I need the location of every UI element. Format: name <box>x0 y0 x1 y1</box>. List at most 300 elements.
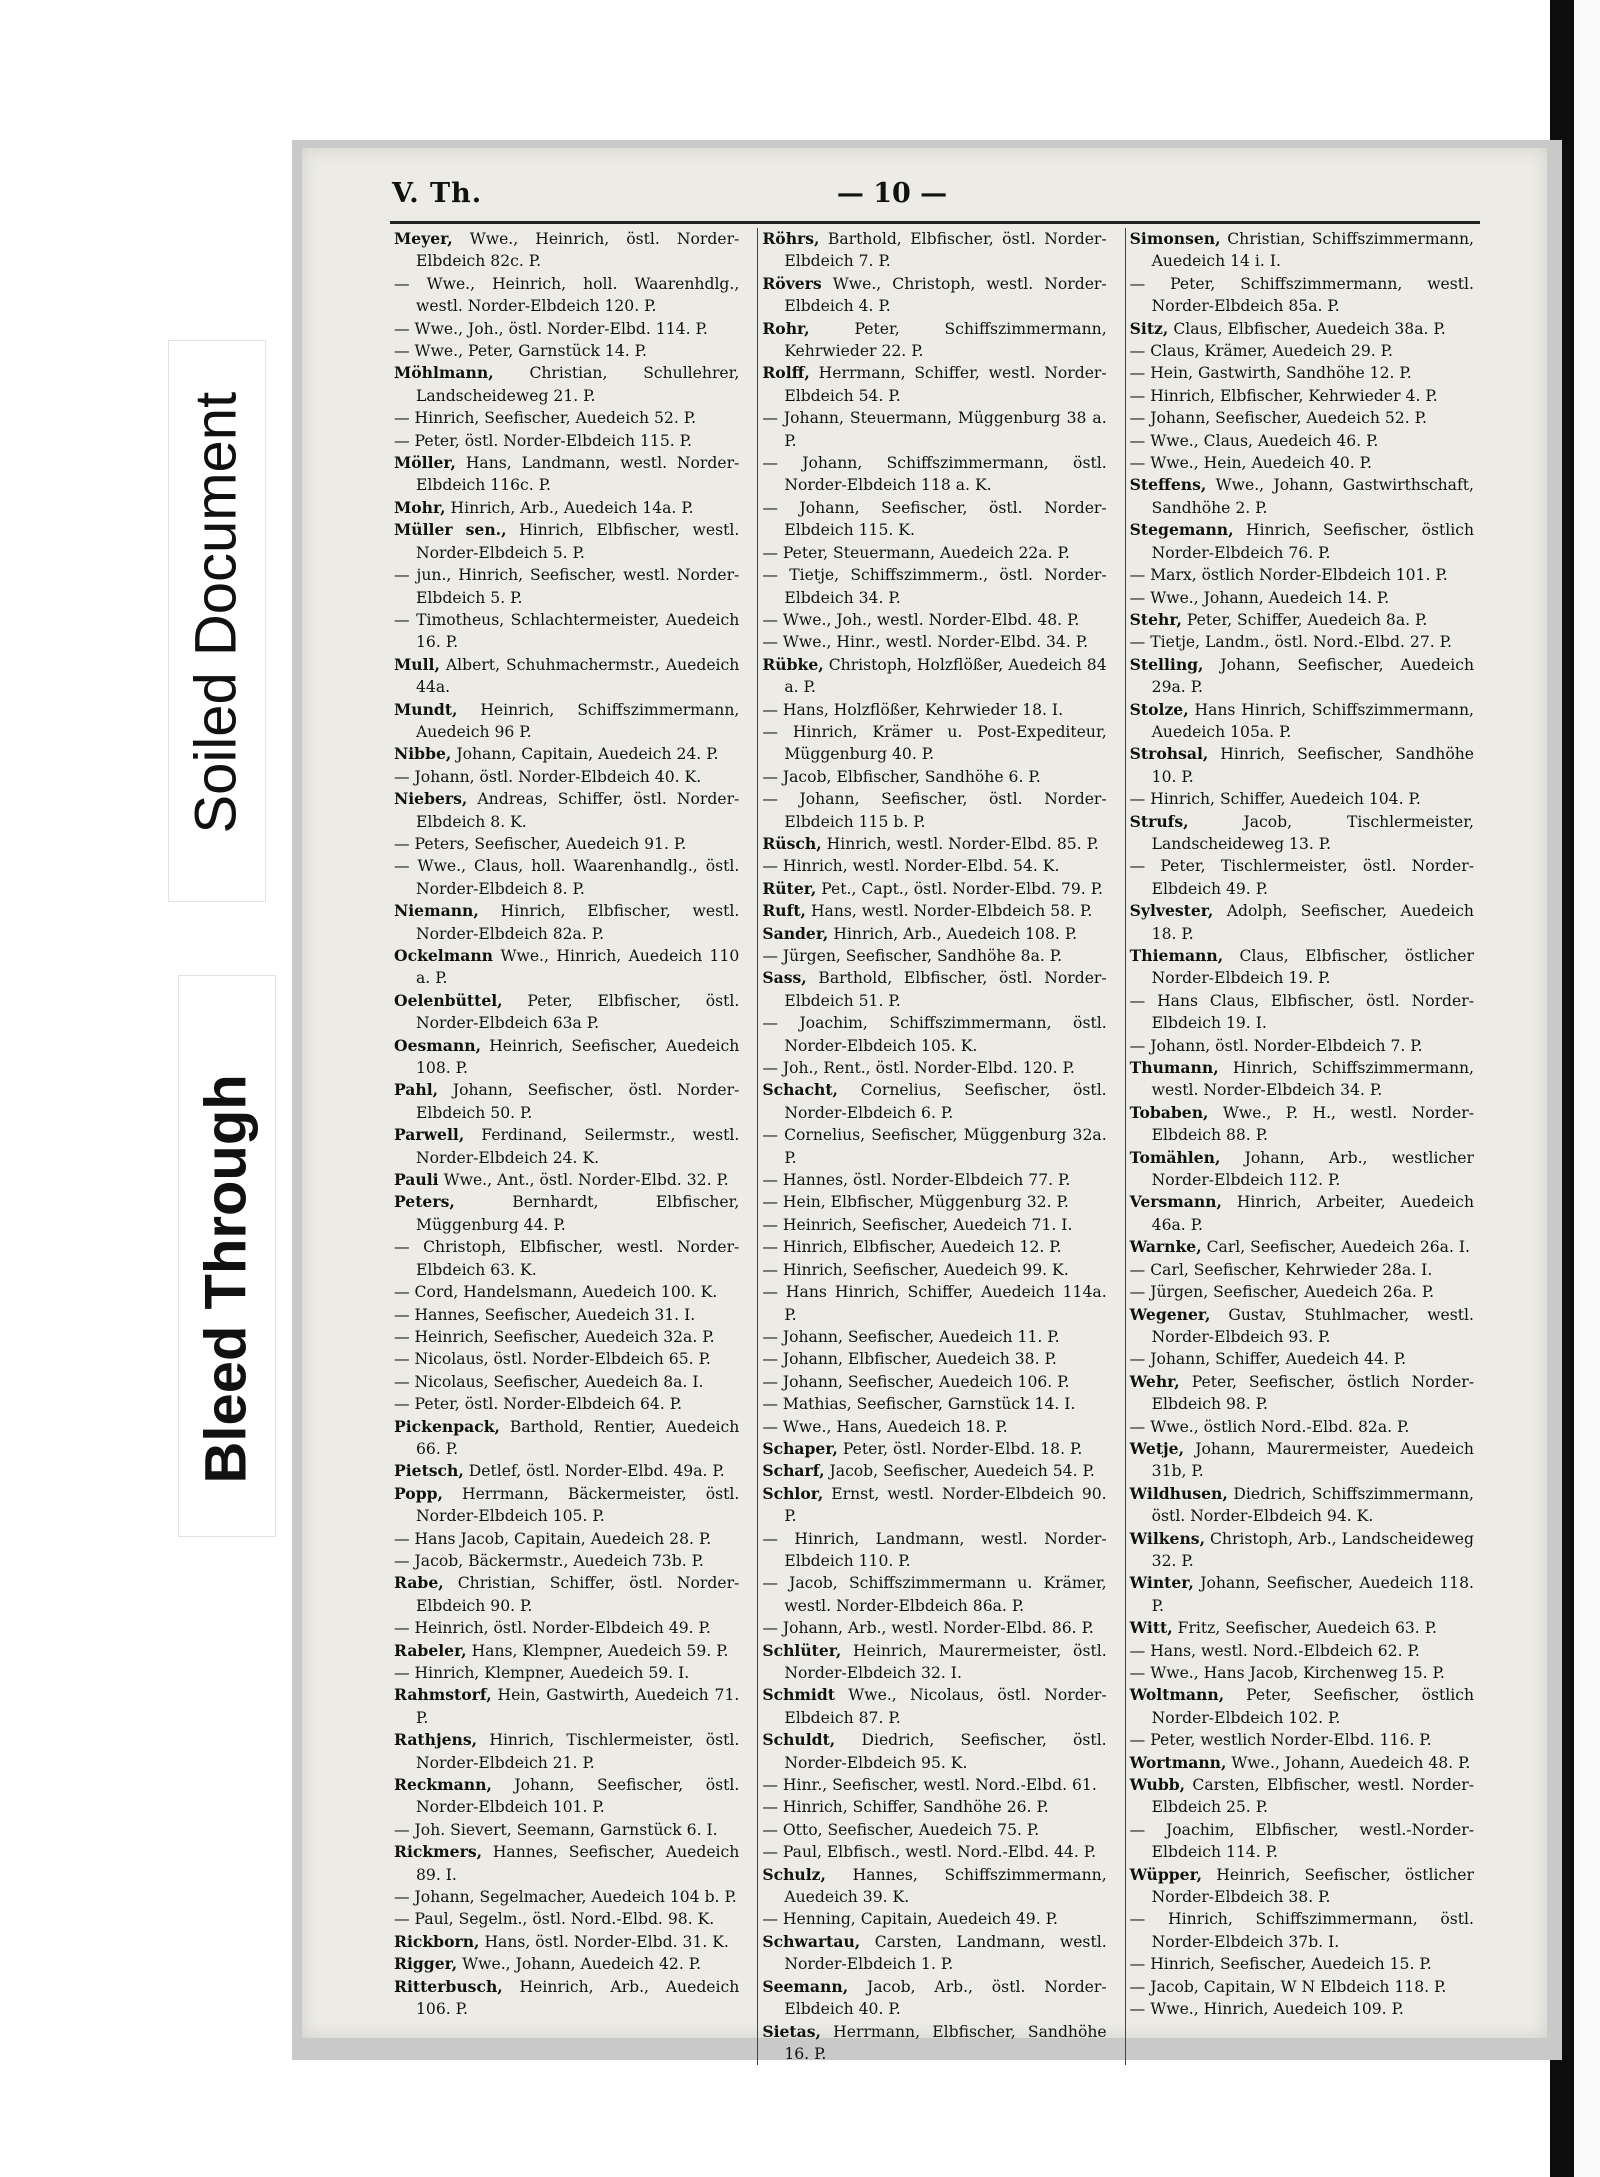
entry-details: Hans, westl. Norder-Elbdeich 58. P. <box>810 902 1093 921</box>
directory-entry <box>1130 1684 1474 1729</box>
entry-details: — Jürgen, Seefischer, Sandhöhe 8a. P. <box>762 947 1063 965</box>
directory-entry <box>394 430 739 452</box>
directory-entry <box>1130 1864 1474 1909</box>
entry-details: Johann, Seefischer, Auedeich 118. P. <box>1151 1574 1474 1615</box>
entry-details: Hinrich, Elbfischer, westl. Norder-Elbdeich 5. P. <box>416 521 740 562</box>
directory-entry <box>394 743 739 765</box>
entry-details: — Wwe., Hein, Auedeich 40. P. <box>1129 454 1372 473</box>
entry-details: Wwe., Johann, Auedeich 48. P. <box>1231 1753 1471 1772</box>
entry-details: Johann, Maurermeister, Auedeich 31b, P. <box>1151 1439 1474 1481</box>
entry-surname: Wehr, <box>1129 1371 1180 1391</box>
directory-entry <box>394 1640 739 1662</box>
entry-details: — Johann, Schiffer, Auedeich 44. P. <box>1129 1350 1407 1369</box>
entry-surname: Thumann, <box>1129 1058 1219 1078</box>
directory-entry <box>1130 1035 1474 1057</box>
entry-details: Hinrich, Tischlermeister, östl. Norder-Elbdeich 21. P. <box>416 1731 740 1772</box>
entry-details: Hans, Landmann, westl. Norder-Elbdeich 116c. P. <box>416 454 740 495</box>
entry-details: Gustav, Stuhlmacher, westl. Norder-Elbdeich 93. P. <box>1151 1305 1474 1346</box>
directory-entry <box>762 833 1106 855</box>
entry-details: — Wwe., Hans Jacob, Kirchenweg 15. P. <box>1129 1664 1445 1682</box>
entry-surname: Oesmann, <box>394 1035 481 1055</box>
directory-entry <box>1130 519 1474 564</box>
directory-entry <box>762 1729 1106 1774</box>
entry-details: Jacob, Arb., östl. Norder-Elbdeich 40. P. <box>784 1977 1107 2019</box>
directory-entry <box>394 1528 739 1550</box>
entry-details: — Peter, Steuermann, Auedeich 22a. P. <box>762 543 1070 562</box>
entry-details: — Hans, Holzflößer, Kehrwieder 18. I. <box>762 700 1064 719</box>
directory-entry <box>1130 699 1474 744</box>
entry-details: — jun., Hinrich, Seefischer, westl. Norder-Elbdeich 5. P. <box>394 566 740 607</box>
entry-surname: Schlor, <box>762 1483 824 1503</box>
entry-details: Claus, Elbfischer, östlicher Norder-Elbdeich 19. P. <box>1151 947 1474 988</box>
entry-surname: Tomählen, <box>1129 1147 1221 1167</box>
directory-entry <box>394 228 739 273</box>
entry-details: Pet., Capt., östl. Norder-Elbd. 79. P. <box>821 879 1104 898</box>
entry-details: — Wwe., Joh., westl. Norder-Elbd. 48. P. <box>762 610 1080 629</box>
directory-entry <box>762 407 1106 452</box>
entry-details: Hinrich, Arb., Auedeich 108. P. <box>833 924 1078 943</box>
entry-details: Christian, Schiffer, östl. Norder-Elbdeich 90. P. <box>416 1574 740 1615</box>
entry-details: Andreas, Schiffer, östl. Norder-Elbdeich 8. K. <box>416 790 740 831</box>
entry-details: Wwe., Hinrich, Auedeich 110 a. P. <box>416 947 740 988</box>
directory-entry <box>762 228 1106 273</box>
entry-details: Carsten, Landmann, westl. Norder-Elbdeich 1. P. <box>784 1932 1107 1974</box>
entry-surname: Schaper, <box>762 1438 838 1458</box>
entry-details: Hinrich, Arb., Auedeich 14a. P. <box>450 498 694 517</box>
directory-entry <box>394 1572 739 1617</box>
entry-details: — Heinrich, Seefischer, Auedeich 71. I. <box>762 1215 1073 1234</box>
entry-details: Heinrich, Schiffszimmermann, Auedeich 96 P. <box>416 700 740 741</box>
directory-entry <box>394 1281 739 1303</box>
directory-entry <box>762 1617 1106 1639</box>
directory-entry <box>762 1124 1106 1169</box>
entry-surname: Witt, <box>1129 1618 1173 1638</box>
directory-entry <box>762 1841 1106 1863</box>
entry-details: Ernst, westl. Norder-Elbdeich 90. P. <box>784 1484 1107 1526</box>
directory-entry <box>1130 900 1474 945</box>
entry-details: Wwe., Ant., östl. Norder-Elbd. 32. P. <box>443 1171 729 1190</box>
directory-entry <box>394 497 739 519</box>
entry-surname: Sass, <box>762 968 807 988</box>
directory-entry <box>1130 1191 1474 1236</box>
directory-entry <box>394 1908 739 1930</box>
entry-surname: Rickborn, <box>394 1931 480 1951</box>
directory-entry <box>1130 1348 1474 1370</box>
directory-entry <box>394 1684 739 1729</box>
directory-entry <box>762 1236 1106 1258</box>
entry-details: — Hannes, östl. Norder-Elbdeich 77. P. <box>762 1171 1071 1190</box>
entry-details: — Wwe., Johann, Auedeich 14. P. <box>1129 588 1390 607</box>
directory-entry <box>762 609 1106 631</box>
directory-entry <box>394 788 739 833</box>
entry-details: Heinrich, Seefischer, östlicher Norder-Elbdeich 38. P. <box>1151 1865 1474 1907</box>
directory-entry <box>1130 340 1474 362</box>
entry-surname: Rigger, <box>394 1954 458 1974</box>
entry-details: — Johann, östl. Norder-Elbdeich 40. K. <box>394 767 702 786</box>
entry-details: Hannes, Schiffszimmermann, Auedeich 39. K. <box>784 1865 1107 1907</box>
scan-edge-strip <box>1574 0 1600 2177</box>
entry-details: — Peter, Schiffszimmermann, westl. Norder-Elbdeich 85a. P. <box>1129 274 1474 316</box>
directory-entry <box>1130 1662 1474 1684</box>
entry-details: Hinrich, Elbfischer, westl. Norder-Elbdeich 82a. P. <box>416 902 740 943</box>
directory-columns <box>390 228 1480 2063</box>
entry-details: — Hinrich, Schiffer, Sandhöhe 26. P. <box>762 1798 1049 1817</box>
entry-surname: Wildhusen, <box>1129 1483 1228 1503</box>
directory-entry <box>1130 1617 1474 1639</box>
entry-details: Peter, Schiffer, Auedeich 8a. P. <box>1186 610 1428 629</box>
directory-entry <box>762 1416 1106 1438</box>
directory-entry <box>762 1684 1106 1729</box>
entry-details: Hans, östl. Norder-Elbd. 31. K. <box>484 1932 729 1951</box>
directory-entry <box>1130 385 1474 407</box>
entry-details: — Johann, Elbfischer, Auedeich 38. P. <box>762 1350 1057 1369</box>
entry-details: — Wwe., Hinr., westl. Norder-Elbd. 34. P. <box>762 633 1089 652</box>
entry-surname: Mundt, <box>394 699 458 719</box>
directory-entry <box>1130 945 1474 990</box>
entry-details: Cornelius, Seefischer, östl. Norder-Elbdeich 6. P. <box>784 1081 1107 1122</box>
directory-entry <box>394 1662 739 1684</box>
entry-details: — Heinrich, Seefischer, Auedeich 32a. P. <box>394 1327 715 1346</box>
directory-entry <box>762 631 1106 653</box>
entry-surname: Rabe, <box>394 1573 444 1593</box>
directory-entry <box>1130 1953 1474 1975</box>
directory-entry <box>762 1931 1106 1976</box>
entry-surname: Nibbe, <box>394 744 452 764</box>
entry-details: — Peters, Seefischer, Auedeich 91. P. <box>394 834 687 853</box>
directory-entry <box>762 1326 1106 1348</box>
entry-details: — Hein, Elbfischer, Müggenburg 32. P. <box>762 1193 1069 1212</box>
directory-entry <box>762 1572 1106 1617</box>
entry-details: — Cord, Handelsmann, Auedeich 100. K. <box>394 1283 718 1302</box>
directory-entry <box>394 1035 739 1080</box>
entry-surname: Sylvester, <box>1129 901 1214 921</box>
entry-details: — Johann, Arb., westl. Norder-Elbd. 86. P. <box>762 1619 1094 1638</box>
entry-surname: Popp, <box>394 1483 443 1503</box>
directory-entry <box>394 1460 739 1482</box>
directory-entry <box>394 362 739 407</box>
directory-entry <box>394 900 739 945</box>
entry-details: Diedrich, Schiffszimmermann, östl. Norder-Elbdeich 94. K. <box>1151 1484 1474 1526</box>
entry-surname: Möhlmann, <box>394 363 494 383</box>
entry-surname: Schulz, <box>762 1864 826 1884</box>
directory-entry <box>1130 609 1474 631</box>
entry-details: — Hinrich, Schiffszimmermann, östl. Norder-Elbdeich 37b. I. <box>1129 1910 1474 1951</box>
directory-entry <box>762 1371 1106 1393</box>
directory-entry <box>394 1976 739 2021</box>
entry-details: Ferdinand, Seilermstr., westl. Norder-Elbdeich 24. K. <box>416 1126 740 1167</box>
entry-surname: Stegemann, <box>1129 520 1234 540</box>
directory-entry <box>1130 228 1474 273</box>
entry-details: Christoph, Arb., Landscheideweg 32. P. <box>1151 1529 1475 1570</box>
entry-details: Jacob, Tischlermeister, Landscheideweg 13. P. <box>1151 812 1474 853</box>
directory-entry <box>1130 1819 1474 1864</box>
entry-surname: Schwartau, <box>762 1931 861 1951</box>
directory-entry <box>1130 273 1474 318</box>
entry-surname: Strufs, <box>1129 811 1189 831</box>
directory-entry <box>1130 1729 1474 1751</box>
directory-entry <box>394 1416 739 1461</box>
directory-entry <box>762 1864 1106 1909</box>
entry-surname: Reckmann, <box>394 1775 492 1795</box>
entry-surname: Sander, <box>762 923 829 943</box>
entry-surname: Wetje, <box>1129 1438 1185 1458</box>
directory-entry <box>762 1774 1106 1796</box>
entry-details: Wwe., Nicolaus, östl. Norder-Elbdeich 87. P. <box>784 1686 1107 1727</box>
entry-details: Johann, Seefischer, östl. Norder-Elbdeich 50. P. <box>416 1081 740 1122</box>
directory-entry <box>762 1079 1106 1124</box>
directory-entry <box>1130 1147 1474 1192</box>
entry-details: Fritz, Seefischer, Auedeich 63. P. <box>1177 1619 1437 1638</box>
directory-entry <box>394 1617 739 1639</box>
directory-entry <box>762 855 1106 877</box>
entry-details: — Joachim, Elbfischer, westl.-Norder-Elbdeich 114. P. <box>1129 1820 1474 1862</box>
entry-surname: Seemann, <box>762 1976 849 1996</box>
entry-details: — Johann, Schiffszimmermann, östl. Norder-Elbdeich 118 a. K. <box>762 454 1107 495</box>
entry-details: — Wwe., Heinrich, holl. Waarenhdlg., westl. Norder-Elbdeich 120. P. <box>394 274 740 316</box>
entry-surname: Versmann, <box>1129 1192 1222 1212</box>
entry-surname: Rahmstorf, <box>394 1685 492 1705</box>
entry-surname: Warnke, <box>1129 1237 1202 1257</box>
entry-details: Hannes, Seefischer, Auedeich 89. I. <box>416 1843 740 1884</box>
entry-details: — Timotheus, Schlachtermeister, Auedeich 16. P. <box>394 610 740 652</box>
directory-entry <box>394 1348 739 1370</box>
entry-details: — Christoph, Elbfischer, westl. Norder-Elbdeich 63. K. <box>394 1238 740 1279</box>
entry-details: Wwe., Johann, Auedeich 42. P. <box>462 1955 702 1974</box>
entry-details: Hans Hinrich, Schiffszimmermann, Auedeich 105a. P. <box>1151 700 1474 741</box>
entry-details: — Wwe., Claus, Auedeich 46. P. <box>1129 431 1379 450</box>
entry-details: Herrmann, Elbfischer, Sandhöhe 16. P. <box>784 2022 1107 2063</box>
entry-surname: Rabeler, <box>394 1640 467 1660</box>
directory-entry <box>394 407 739 429</box>
entry-details: — Hinrich, Seefischer, Auedeich 52. P. <box>394 409 697 428</box>
entry-surname: Scharf, <box>762 1461 825 1481</box>
directory-entry <box>762 452 1106 497</box>
entry-surname: Pauli <box>394 1170 439 1190</box>
entry-details: — Hinrich, Elbfischer, Kehrwieder 4. P. <box>1129 386 1438 405</box>
entry-details: Johann, Seefischer, östl. Norder-Elbdeich 101. P. <box>416 1776 740 1817</box>
column-3 <box>1125 228 1480 2065</box>
entry-details: — Wwe., Peter, Garnstück 14. P. <box>394 342 647 361</box>
entry-surname: Niemann, <box>394 901 479 921</box>
entry-details: — Wwe., Joh., östl. Norder-Elbd. 114. P. <box>394 319 708 338</box>
directory-entry <box>394 699 739 744</box>
directory-entry <box>1130 1908 1474 1953</box>
directory-entry <box>1130 1572 1474 1617</box>
entry-surname: Pietsch, <box>394 1461 464 1481</box>
directory-entry <box>394 1326 739 1348</box>
entry-surname: Schlüter, <box>762 1640 842 1660</box>
directory-entry <box>394 1124 739 1169</box>
directory-entry <box>762 542 1106 564</box>
entry-surname: Rübke, <box>762 654 824 674</box>
entry-surname: Rickmers, <box>394 1842 483 1862</box>
entry-details: Hein, Gastwirth, Auedeich 71. P. <box>416 1686 740 1727</box>
entry-details: Barthold, Elbfischer, östl. Norder-Elbdeich 7. P. <box>784 230 1107 271</box>
directory-entry <box>394 654 739 699</box>
entry-details: — Johann, Steuermann, Müggenburg 38 a. P. <box>762 409 1107 450</box>
directory-entry <box>394 452 739 497</box>
entry-details: — Peter, östl. Norder-Elbdeich 64. P. <box>394 1395 683 1414</box>
entry-details: — Hinrich, Seefischer, Auedeich 99. K. <box>762 1260 1069 1279</box>
entry-surname: Mohr, <box>394 497 446 517</box>
entry-details: — Jürgen, Seefischer, Auedeich 26a. P. <box>1129 1283 1435 1302</box>
directory-entry <box>394 990 739 1035</box>
entry-details: — Hans, westl. Nord.-Elbdeich 62. P. <box>1129 1641 1420 1660</box>
entry-details: Diedrich, Seefischer, östl. Norder-Elbdeich 95. K. <box>784 1731 1107 1772</box>
entry-details: — Marx, östlich Norder-Elbdeich 101. P. <box>1129 566 1448 585</box>
directory-entry <box>394 1393 739 1415</box>
directory-entry <box>394 519 739 564</box>
directory-entry <box>1130 855 1474 900</box>
directory-entry <box>1130 1438 1474 1483</box>
entry-surname: Strohsal, <box>1129 744 1209 764</box>
entry-details: — Hein, Gastwirth, Sandhöhe 12. P. <box>1129 364 1412 383</box>
directory-entry <box>394 1483 739 1528</box>
entry-details: — Johann, östl. Norder-Elbdeich 7. P. <box>1129 1036 1423 1055</box>
directory-entry <box>1130 1416 1474 1438</box>
directory-entry <box>1130 407 1474 429</box>
directory-entry <box>1130 587 1474 609</box>
entry-details: — Henning, Capitain, Auedeich 49. P. <box>762 1910 1058 1929</box>
directory-entry <box>394 1931 739 1953</box>
entry-surname: Simonsen, <box>1129 229 1221 248</box>
directory-entry <box>762 1460 1106 1482</box>
entry-details: Peter, Seefischer, östlich Norder-Elbdeich 102. P. <box>1151 1686 1474 1727</box>
directory-entry <box>762 1393 1106 1415</box>
directory-entry <box>394 1169 739 1191</box>
directory-entry <box>762 945 1106 967</box>
entry-details: — Claus, Krämer, Auedeich 29. P. <box>1129 342 1393 361</box>
directory-entry <box>1130 788 1474 810</box>
directory-entry <box>1130 1304 1474 1349</box>
entry-details: — Johann, Seefischer, Auedeich 11. P. <box>762 1327 1060 1346</box>
directory-entry <box>762 788 1106 833</box>
directory-entry <box>1130 1752 1474 1774</box>
directory-entry <box>762 900 1106 922</box>
entry-details: Hinrich, westl. Norder-Elbd. 85. P. <box>826 834 1099 853</box>
entry-details: — Joachim, Schiffszimmermann, östl. Norder-Elbdeich 105. K. <box>762 1014 1107 1055</box>
entry-details: Jacob, Seefischer, Auedeich 54. P. <box>829 1462 1095 1481</box>
entry-details: — Joh. Sievert, Seemann, Garnstück 6. I. <box>394 1820 718 1839</box>
directory-entry <box>394 1236 739 1281</box>
directory-entry <box>1130 1236 1474 1258</box>
entry-details: Christoph, Holzflößer, Auedeich 84 a. P. <box>784 655 1107 697</box>
entry-details: Herrmann, Bäckermeister, östl. Norder-Elbdeich 105. P. <box>416 1484 740 1526</box>
entry-details: — Carl, Seefischer, Kehrwieder 28a. I. <box>1129 1260 1433 1279</box>
entry-details: Hinrich, Arbeiter, Auedeich 46a. P. <box>1151 1193 1474 1234</box>
entry-details: — Jacob, Elbfischer, Sandhöhe 6. P. <box>762 767 1041 786</box>
entry-surname: Schmidt <box>762 1685 835 1705</box>
directory-entry <box>762 1438 1106 1460</box>
directory-entry <box>762 1259 1106 1281</box>
entry-surname: Wüpper, <box>1129 1864 1203 1884</box>
entry-details: — Wwe., Hinrich, Auedeich 109. P. <box>1129 2000 1404 2019</box>
entry-surname: Ruft, <box>762 901 806 921</box>
directory-entry <box>394 1819 739 1841</box>
directory-entry <box>394 766 739 788</box>
entry-surname: Rövers <box>762 273 822 293</box>
entry-surname: Möller, <box>394 453 456 473</box>
entry-details: — Hinrich, Landmann, westl. Norder-Elbdeich 110. P. <box>762 1529 1107 1570</box>
directory-entry <box>394 1079 739 1124</box>
directory-entry <box>394 609 739 654</box>
entry-details: Wwe., Johann, Gastwirthschaft, Sandhöhe 2. P. <box>1151 476 1474 517</box>
directory-entry <box>762 1057 1106 1079</box>
entry-surname: Rathjens, <box>394 1730 478 1750</box>
directory-entry <box>1130 1483 1474 1528</box>
entry-details: — Nicolaus, Seefischer, Auedeich 8a. I. <box>394 1372 704 1391</box>
entry-details: — Paul, Segelm., östl. Nord.-Elbd. 98. K. <box>394 1910 715 1929</box>
entry-details: — Otto, Seefischer, Auedeich 75. P. <box>762 1820 1040 1839</box>
entry-details: Bernhardt, Elbfischer, Müggenburg 44. P. <box>416 1193 740 1234</box>
entry-surname: Schacht, <box>762 1080 838 1100</box>
directory-entry <box>1130 743 1474 788</box>
directory-entry <box>1130 1259 1474 1281</box>
directory-entry <box>394 1191 739 1236</box>
entry-details: — Cornelius, Seefischer, Müggenburg 32a. P. <box>762 1126 1107 1167</box>
entry-details: — Peter, westlich Norder-Elbd. 116. P. <box>1129 1731 1432 1750</box>
directory-entry <box>1130 1371 1474 1416</box>
entry-surname: Tobaben, <box>1129 1102 1209 1122</box>
entry-surname: Sitz, <box>1129 318 1169 338</box>
directory-entry <box>1130 654 1474 699</box>
entry-details: Johann, Seefischer, Auedeich 29a. P. <box>1151 655 1474 697</box>
entry-details: Hinrich, Seefischer, östlich Norder-Elbdeich 76. P. <box>1151 521 1474 562</box>
entry-details: — Johann, Segelmacher, Auedeich 104 b. P. <box>394 1888 737 1907</box>
entry-surname: Rohr, <box>762 318 810 338</box>
directory-entry <box>762 1348 1106 1370</box>
entry-surname: Röhrs, <box>762 229 820 248</box>
directory-entry <box>394 945 739 990</box>
entry-details: — Hannes, Seefischer, Auedeich 31. I. <box>394 1305 696 1324</box>
directory-entry <box>762 878 1106 900</box>
entry-surname: Mull, <box>394 654 440 674</box>
page-number: — 10 — <box>836 178 948 209</box>
entry-details: Herrmann, Schiffer, westl. Norder-Elbdeich 54. P. <box>784 364 1107 405</box>
column-1 <box>390 228 745 2065</box>
entry-details: Carl, Seefischer, Auedeich 26a. I. <box>1206 1238 1471 1257</box>
directory-entry <box>1130 564 1474 586</box>
entry-surname: Rüsch, <box>762 833 822 853</box>
entry-details: — Wwe., Hans, Auedeich 18. P. <box>762 1417 1008 1436</box>
directory-entry <box>394 1841 739 1886</box>
directory-entry <box>762 273 1106 318</box>
entry-details: — Paul, Elbfisch., westl. Nord.-Elbd. 44. P. <box>762 1843 1097 1862</box>
entry-surname: Müller sen., <box>394 520 507 540</box>
directory-entry <box>394 318 739 340</box>
directory-entry <box>1130 430 1474 452</box>
page-header <box>302 148 1547 208</box>
entry-surname: Stelling, <box>1129 654 1204 674</box>
entry-details: Wwe., P. H., westl. Norder-Elbdeich 88. P. <box>1151 1103 1474 1145</box>
entry-details: — Hinrich, Schiffer, Auedeich 104. P. <box>1129 790 1421 809</box>
entry-details: Peter, Seefischer, östlich Norder-Elbdeich 98. P. <box>1151 1372 1474 1414</box>
directory-entry <box>762 318 1106 363</box>
directory-entry <box>762 1976 1106 2021</box>
directory-entry <box>762 362 1106 407</box>
entry-details: — Hinrich, Elbfischer, Auedeich 12. P. <box>762 1238 1062 1257</box>
entry-surname: Meyer, <box>394 229 453 248</box>
entry-details: Barthold, Rentier, Auedeich 66. P. <box>416 1417 740 1458</box>
entry-details: — Hinr., Seefischer, westl. Nord.-Elbd. 61. <box>762 1776 1097 1795</box>
entry-details: Albert, Schuhmachermstr., Auedeich 44a. <box>416 655 740 697</box>
directory-entry <box>1130 1528 1474 1573</box>
entry-details: — Nicolaus, östl. Norder-Elbdeich 65. P. <box>394 1350 711 1369</box>
directory-entry <box>762 654 1106 699</box>
entry-details: — Jacob, Capitain, W N Elbdeich 118. P. <box>1129 1977 1447 1996</box>
entry-details: — Hans Claus, Elbfischer, östl. Norder-Elbdeich 19. I. <box>1129 991 1474 1033</box>
entry-details: Johann, Capitain, Auedeich 24. P. <box>456 745 719 764</box>
